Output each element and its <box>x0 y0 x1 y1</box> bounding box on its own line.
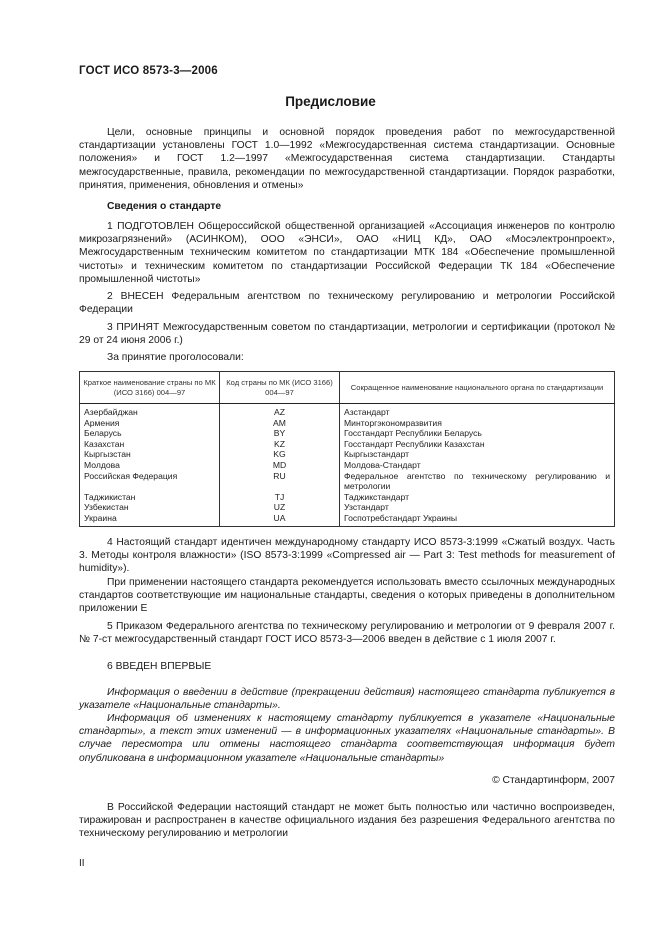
item-2-paragraph <box>79 290 615 316</box>
intro-paragraph <box>79 126 615 192</box>
info-note-1-text: Информация о введении в действие (прекращении действия) настоящего стандарта публикуется в указателе «Национальные стандарты». <box>79 687 615 712</box>
table-row <box>80 460 615 471</box>
table-row <box>80 404 615 418</box>
country-cell: Казахстан <box>80 439 220 450</box>
table-row <box>80 471 615 492</box>
code-cell: TJ <box>220 492 340 503</box>
code-cell: KZ <box>220 439 340 450</box>
info-note-2-text: Информация об изменениях к настоящему стандарту публикуется в указателе «Национальные стандарты», а текст этих изменений — в информационных указателях «Национальные стандарты». В случае пересмотра или отмены настоящего стандарта соответствующая информация будет опубликована в информационном указателе «Национальные стандарты» <box>79 713 615 764</box>
page-title: Предисловие <box>285 94 376 109</box>
body-cell: Федеральное агентство по техническому регулированию и метрологии <box>340 471 615 492</box>
item-5-text: 5 Приказом Федерального агентства по техническому регулированию и метрологии от 9 февраля 2007 г. № 7-ст межгосударственный стандарт ГОСТ ИСО 8573-3—2006 введен в действие с 1 июля 2007 г. <box>79 621 615 646</box>
country-cell: Кыргызстан <box>80 449 220 460</box>
column-header-code: Код страны по МК (ИСО 3166) 004—97 <box>220 372 340 404</box>
item-3-text: 3 ПРИНЯТ Межгосударственным советом по стандартизации, метрологии и сертификации (протокол № 29 от 24 июня 2006 г.) <box>79 322 615 347</box>
item-6-paragraph <box>79 660 615 673</box>
table-row <box>80 492 615 503</box>
code-cell: AM <box>220 418 340 429</box>
table-row <box>80 513 615 526</box>
country-cell: Азербайджан <box>80 404 220 418</box>
column-header-country: Краткое наименование страны по МК (ИСО 3166) 004—97 <box>80 372 220 404</box>
info-heading: Сведения о стандарте <box>107 201 222 212</box>
table-header-row <box>80 372 615 404</box>
intro-text: Цели, основные принципы и основной порядок проведения работ по межгосударственной стандартизации установлены ГОСТ 1.0—1992 «Межгосударственная система стандартизации. Основные положения» и ГОСТ 1.2—1997 «Межгосударственная система стандартизации. Стандарты межгосударственные, правила, рекомендации по межгосударственной стандартизации. Порядок разработки, принятия, применения, обновления и отмены» <box>79 127 615 191</box>
code-cell: UZ <box>220 502 340 513</box>
item-4-text: 4 Настоящий стандарт идентичен международному стандарту ИСО 8573-3:1999 «Сжатый воздух. Часть 3. Методы контроля влажности» (ISO 8573-3:1999 «Compressed air — Part 3: Test methods for measurement of humidity»). <box>79 537 615 575</box>
country-cell: Молдова <box>80 460 220 471</box>
code-cell: UA <box>220 513 340 526</box>
body-cell: Госстандарт Республики Беларусь <box>340 428 615 439</box>
item-4-note-text: При применении настоящего стандарта рекомендуется использовать вместо ссылочных международных стандартов соответствующие им национальные стандарты, сведения о которых приведены в дополнительном приложении Е <box>79 577 615 615</box>
document-id: ГОСТ ИСО 8573-3—2006 <box>79 65 218 77</box>
table-row <box>80 439 615 450</box>
voting-countries-table <box>79 371 615 527</box>
item-1-text: 1 ПОДГОТОВЛЕН Общероссийской общественной организацией «Ассоциация инженеров по контролю микрозагрязнений» (АСИНКОМ), ООО «ЭНСИ», ОАО «НИЦ КД», ОАО «Мосэлектронпроект», Межгосударственным техническим комитетом по стандартизации МТК 184 «Обеспечение промышленной чистоты» и техническим комитетом по стандартизации Российской Федерации ТК 184 «Обеспечение промышленной чистоты» <box>79 221 615 285</box>
country-cell: Узбекистан <box>80 502 220 513</box>
info-note-2 <box>79 712 615 765</box>
body-cell: Госстандарт Республики Казахстан <box>340 439 615 450</box>
item-6-text: 6 ВВЕДЕН ВПЕРВЫЕ <box>107 661 212 672</box>
body-cell: Молдова-Стандарт <box>340 460 615 471</box>
item-1-paragraph <box>79 220 615 286</box>
item-5-paragraph <box>79 620 615 646</box>
code-cell: AZ <box>220 404 340 418</box>
body-cell: Таджикстандарт <box>340 492 615 503</box>
body-cell: Азстандарт <box>340 404 615 418</box>
code-cell: KG <box>220 449 340 460</box>
copyright-notice: © Стандартинформ, 2007 <box>492 775 615 786</box>
table-row <box>80 418 615 429</box>
code-cell: BY <box>220 428 340 439</box>
voted-text: За принятие проголосовали: <box>107 352 244 363</box>
country-cell: Украина <box>80 513 220 526</box>
item-4-note-paragraph <box>79 576 615 616</box>
table-row <box>80 449 615 460</box>
item-4-paragraph <box>79 536 615 576</box>
rights-paragraph <box>79 801 615 841</box>
body-cell: Кыргызстандарт <box>340 449 615 460</box>
body-cell: Минторгэкономразвития <box>340 418 615 429</box>
body-cell: Госпотребстандарт Украины <box>340 513 615 526</box>
code-cell: MD <box>220 460 340 471</box>
item-3-paragraph <box>79 321 615 347</box>
voted-paragraph <box>79 351 615 364</box>
country-cell: Таджикистан <box>80 492 220 503</box>
body-cell: Узстандарт <box>340 502 615 513</box>
code-cell: RU <box>220 471 340 492</box>
info-note-1 <box>79 686 615 712</box>
country-cell: Беларусь <box>80 428 220 439</box>
page-number: II <box>79 858 85 869</box>
column-header-body: Сокращенное наименование национального органа по стандартизации <box>340 372 615 404</box>
table-row <box>80 502 615 513</box>
country-cell: Армения <box>80 418 220 429</box>
table-row <box>80 428 615 439</box>
country-cell: Российская Федерация <box>80 471 220 492</box>
item-2-text: 2 ВНЕСЕН Федеральным агентством по техническому регулированию и метрологии Российской Федерации <box>79 291 615 316</box>
rights-text: В Российской Федерации настоящий стандарт не может быть полностью или частично воспроизведен, тиражирован и распространен в качестве официального издания без разрешения Федерального агентства по техническому регулированию и метрологии <box>79 802 615 840</box>
